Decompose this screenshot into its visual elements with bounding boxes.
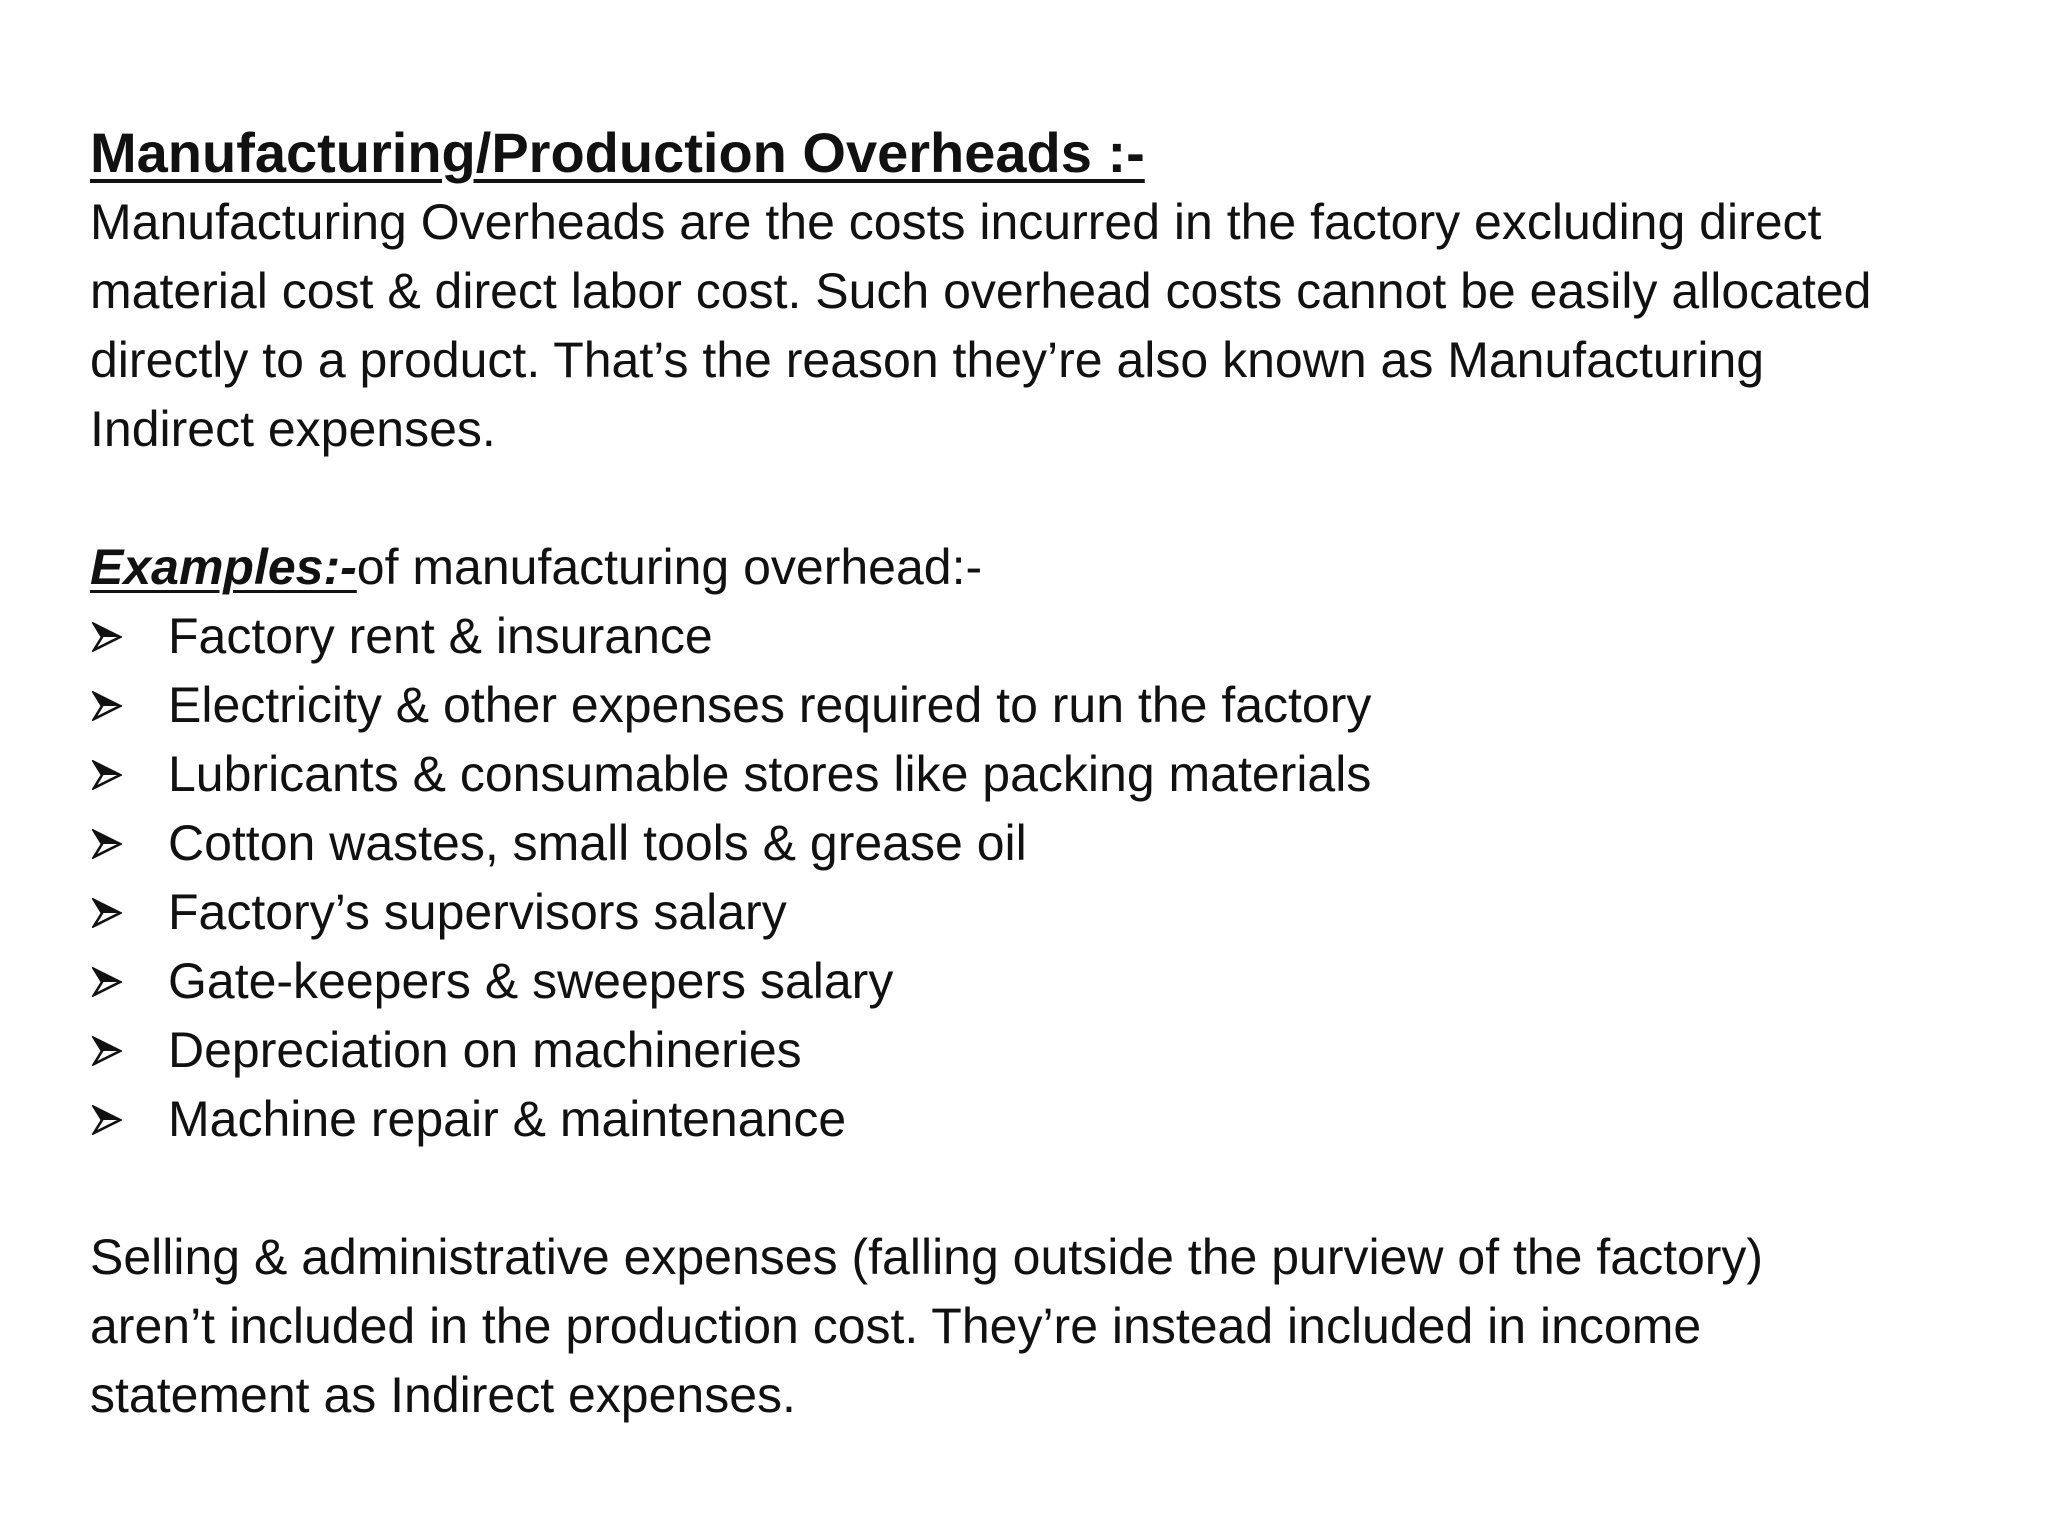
closing-paragraph <box>90 1223 1990 1430</box>
intro-paragraph <box>90 188 1990 464</box>
arrowhead-bullet-icon <box>90 740 168 809</box>
spacer <box>90 1154 1990 1223</box>
list-item-label: Lubricants & consumable stores like packing materials <box>168 746 1372 802</box>
arrowhead-bullet-icon <box>90 809 168 878</box>
arrowhead-bullet-icon <box>90 947 168 1016</box>
intro-line: Indirect expenses. <box>90 401 496 457</box>
list-item <box>90 602 1990 671</box>
slide-title: Manufacturing/Production Overheads :- <box>90 121 1145 184</box>
intro-line: material cost & direct labor cost. Such overhead costs cannot be easily allocated <box>90 263 1872 319</box>
closing-line: statement as Indirect expenses. <box>90 1367 796 1423</box>
list-item-label: Machine repair & maintenance <box>168 1091 847 1147</box>
list-item <box>90 878 1990 947</box>
arrowhead-bullet-icon <box>90 1085 168 1154</box>
arrowhead-bullet-icon <box>90 1016 168 1085</box>
list-item-label: Gate-keepers & sweepers salary <box>168 953 894 1009</box>
intro-line: directly to a product. That’s the reason they’re also known as Manufacturing <box>90 332 1765 388</box>
intro-line: Manufacturing Overheads are the costs incurred in the factory excluding direct <box>90 194 1822 250</box>
list-item <box>90 1085 1990 1154</box>
examples-list <box>90 602 1990 1154</box>
spacer <box>90 464 1990 533</box>
closing-line: aren’t included in the production cost. They’re instead included in income <box>90 1298 1702 1354</box>
list-item <box>90 671 1990 740</box>
list-item <box>90 809 1990 878</box>
list-item-label: Factory rent & insurance <box>168 608 713 664</box>
list-item <box>90 1016 1990 1085</box>
list-item <box>90 947 1990 1016</box>
closing-line: Selling & administrative expenses (falling outside the purview of the factory) <box>90 1229 1764 1285</box>
arrowhead-bullet-icon <box>90 602 168 671</box>
examples-heading: Examples:- <box>90 539 357 595</box>
list-item-label: Factory’s supervisors salary <box>168 884 787 940</box>
examples-subheading: of manufacturing overhead:- <box>356 539 983 595</box>
slide-content <box>90 118 1990 1430</box>
arrowhead-bullet-icon <box>90 671 168 740</box>
list-item-label: Cotton wastes, small tools & grease oil <box>168 815 1027 871</box>
arrowhead-bullet-icon <box>90 878 168 947</box>
list-item <box>90 740 1990 809</box>
list-item-label: Depreciation on machineries <box>168 1022 802 1078</box>
examples-heading-line <box>90 533 1990 602</box>
list-item-label: Electricity & other expenses required to run the factory <box>168 677 1372 733</box>
